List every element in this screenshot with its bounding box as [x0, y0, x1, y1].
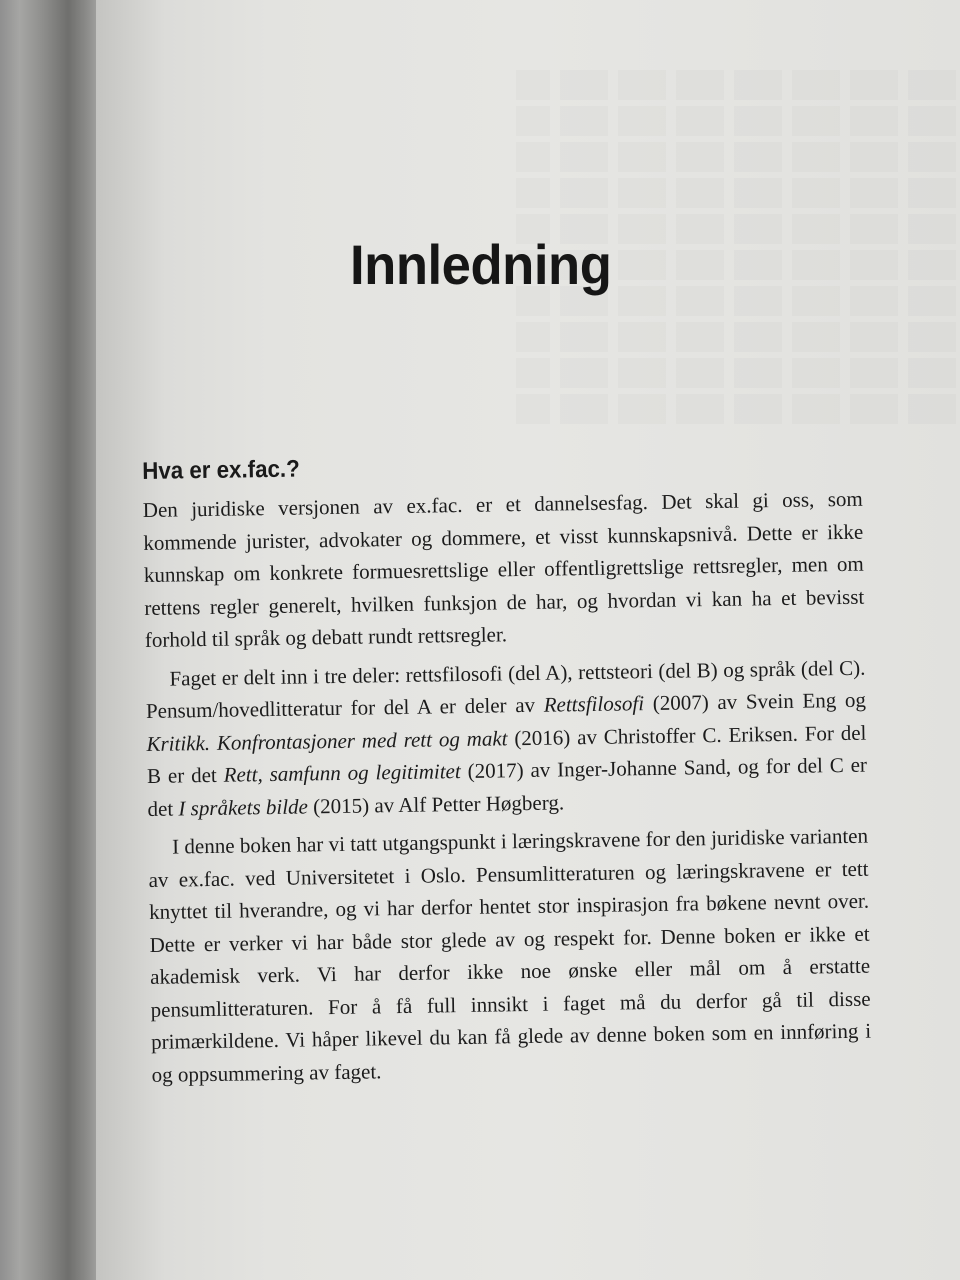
paragraph-2-text-4: (2017) av Inger-Johanne Sand, og for del C er det: [147, 752, 868, 821]
paragraph-2: [145, 651, 867, 825]
paragraph-2-text-3: (2016) av Christoffer C. Eriksen. For del B er det: [146, 720, 867, 788]
section-heading: Hva er ex.fac.?: [142, 455, 300, 485]
paragraph-2-text-5: (2015) av Alf Petter Høgberg.: [307, 789, 565, 818]
paragraph-2-text-2: (2007) av Svein Eng og: [643, 687, 867, 716]
book-title-kritikk: Kritikk. Konfrontasjoner med rett og makt: [146, 725, 508, 756]
chapter-title: Innledning: [350, 233, 612, 296]
book-title-rettsfilosofi: Rettsfilosofi: [543, 691, 645, 717]
paragraph-2-text-1: Faget er delt inn i tre deler: rettsfilosofi (del A), rettsteori (del B) og språk (del C). Pensum/hovedlitteratur for del A er deler av: [145, 655, 866, 723]
paragraph-1: Den juridiske versjonen av ex.fac. er et dannelsesfag. Det skal gi oss, som kommende jurister, advokater og dommere, et visst kunnskapsnivå. Dette er ikke kunnskap om konkrete formuesrettslige eller offentligrettslige rettsregler, men om rettens regler generelt, hvilken funksjon de har, og hvordan vi kan ha et bevisst forhold til språk og debatt rundt rettsregler.: [142, 486, 865, 652]
book-title-rett-samfunn: Rett, samfunn og legitimitet: [223, 759, 461, 787]
book-title-sprakets-bilde: I språkets bilde: [178, 793, 309, 820]
paragraph-3: I denne boken har vi tatt utgangspunkt i læringskravene for den juridiske varianten av ex.fac. ved Universitetet i Oslo. Pensumlitteraturen og læringskravene er tett knyttet til hverandre, og vi har derfor hentet stor inspirasjon fra bøkene nevnt over. Dette er verker vi har både stor glede av og respekt for. Denne boken er ikke et akademisk verk. Vi har derfor ikke noe ønske eller mål om å erstatte pensumlitteraturen. For å få full innsikt i faget må du derfor gå til disse primærkildene. Vi håper likevel du kan få glede av denne boken som en innføring i og oppsummering av faget.: [148, 823, 872, 1087]
chapter-body: [142, 447, 872, 1091]
book-spine-gutter: [0, 0, 110, 1280]
